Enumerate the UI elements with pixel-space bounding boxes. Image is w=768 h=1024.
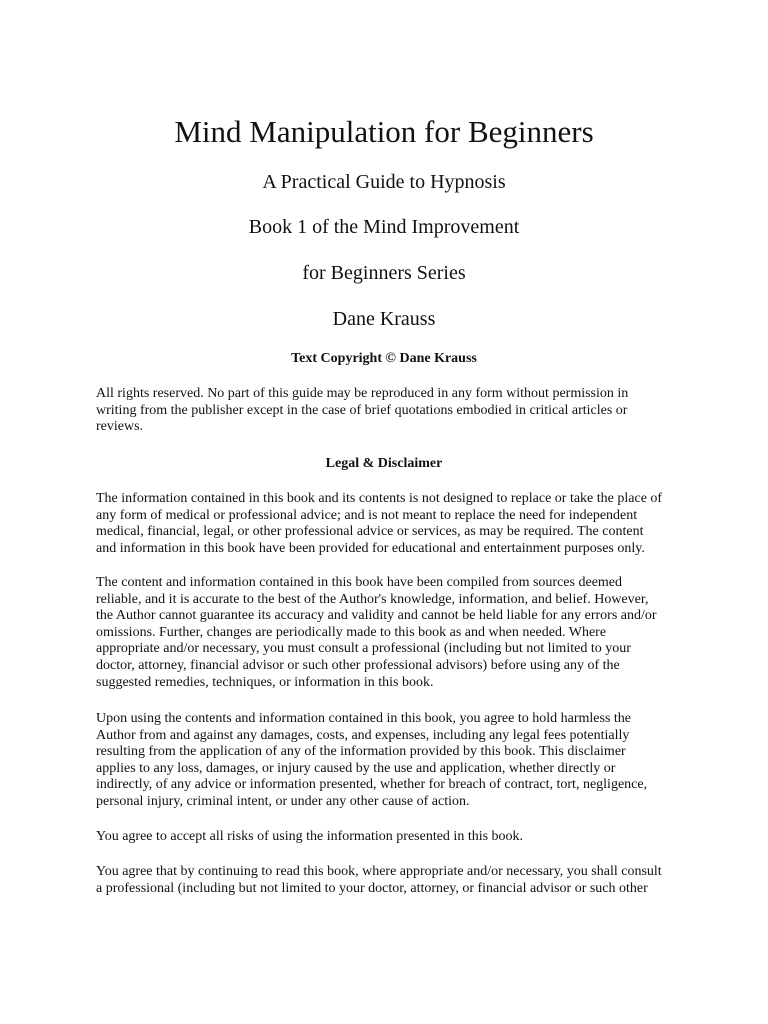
paragraph-line: doctor, attorney, financial advisor or such other professional advisors) before using any of the <box>96 657 620 673</box>
paragraph-line: Upon using the contents and information contained in this book, you agree to hold harmless the <box>96 711 632 726</box>
paragraph-line: You agree to accept all risks of using the information presented in this book. <box>96 829 524 844</box>
paragraph-line: personal injury, criminal intent, or under any other cause of action. <box>96 793 470 809</box>
paragraph-line: appropriate and/or necessary, you must consult a professional (including but not limited to your <box>96 641 631 657</box>
disclaimer-paragraph-3 <box>96 711 676 811</box>
paragraph-line: The content and information contained in this book have been compiled from sources deemed <box>96 575 623 590</box>
disclaimer-paragraph-4 <box>96 829 676 846</box>
paragraph-line: You agree that by continuing to read this book, where appropriate and/or necessary, you shall consult <box>96 864 662 879</box>
paragraph-line: Author from and against any damages, costs, and expenses, including any legal fees potentially <box>96 727 630 743</box>
legal-heading: Legal & Disclaimer <box>325 456 443 471</box>
paragraph-line: All rights reserved. No part of this guide may be reproduced in any form without permission in <box>96 386 629 401</box>
paragraph-line: reviews. <box>96 419 144 435</box>
paragraph-line: applies to any loss, damages, or injury caused by the use and application, whether directly or <box>96 760 616 776</box>
paragraph-line: omissions. Further, changes are periodically made to this book as and when needed. Where <box>96 624 607 640</box>
disclaimer-paragraph-1 <box>96 491 676 557</box>
paragraph-line: The information contained in this book and its contents is not designed to replace or take the place of <box>96 491 663 506</box>
paragraph-line: medical, financial, legal, or other professional advice or services, as may be required. The content <box>96 524 644 540</box>
series-line-1: Book 1 of the Mind Improvement <box>248 216 520 238</box>
disclaimer-paragraph-2 <box>96 575 676 691</box>
copyright-heading: Text Copyright © Dane Krauss <box>291 351 477 366</box>
book-title: Mind Manipulation for Beginners <box>174 114 594 149</box>
disclaimer-paragraph-5 <box>96 864 676 897</box>
paragraph-line: reliable, and it is accurate to the best of the Author's knowledge, information, and belief. However, <box>96 591 649 607</box>
paragraph-line: any form of medical or professional advice; and is not meant to replace the need for independent <box>96 507 638 523</box>
paragraph-line: the Author cannot guarantee its accuracy and validity and cannot be held liable for any errors and/or <box>96 608 657 624</box>
rights-paragraph <box>96 386 676 436</box>
paragraph-line: a professional (including but not limited to your doctor, attorney, or financial advisor or such other <box>96 880 648 896</box>
paragraph-line: indirectly, of any advice or information presented, whether for breach of contract, tort, negligence, <box>96 777 648 793</box>
paragraph-line: and information in this book have been provided for educational and entertainment purposes only. <box>96 540 645 556</box>
series-line-2: for Beginners Series <box>302 262 466 284</box>
paragraph-line: suggested remedies, techniques, or information in this book. <box>96 674 434 690</box>
author-name: Dane Krauss <box>332 308 436 330</box>
book-subtitle: A Practical Guide to Hypnosis <box>262 171 506 193</box>
paragraph-line: writing from the publisher except in the case of brief quotations embodied in critical articles or <box>96 402 628 418</box>
paragraph-line: resulting from the application of any of the information provided by this book. This disclaimer <box>96 744 626 760</box>
